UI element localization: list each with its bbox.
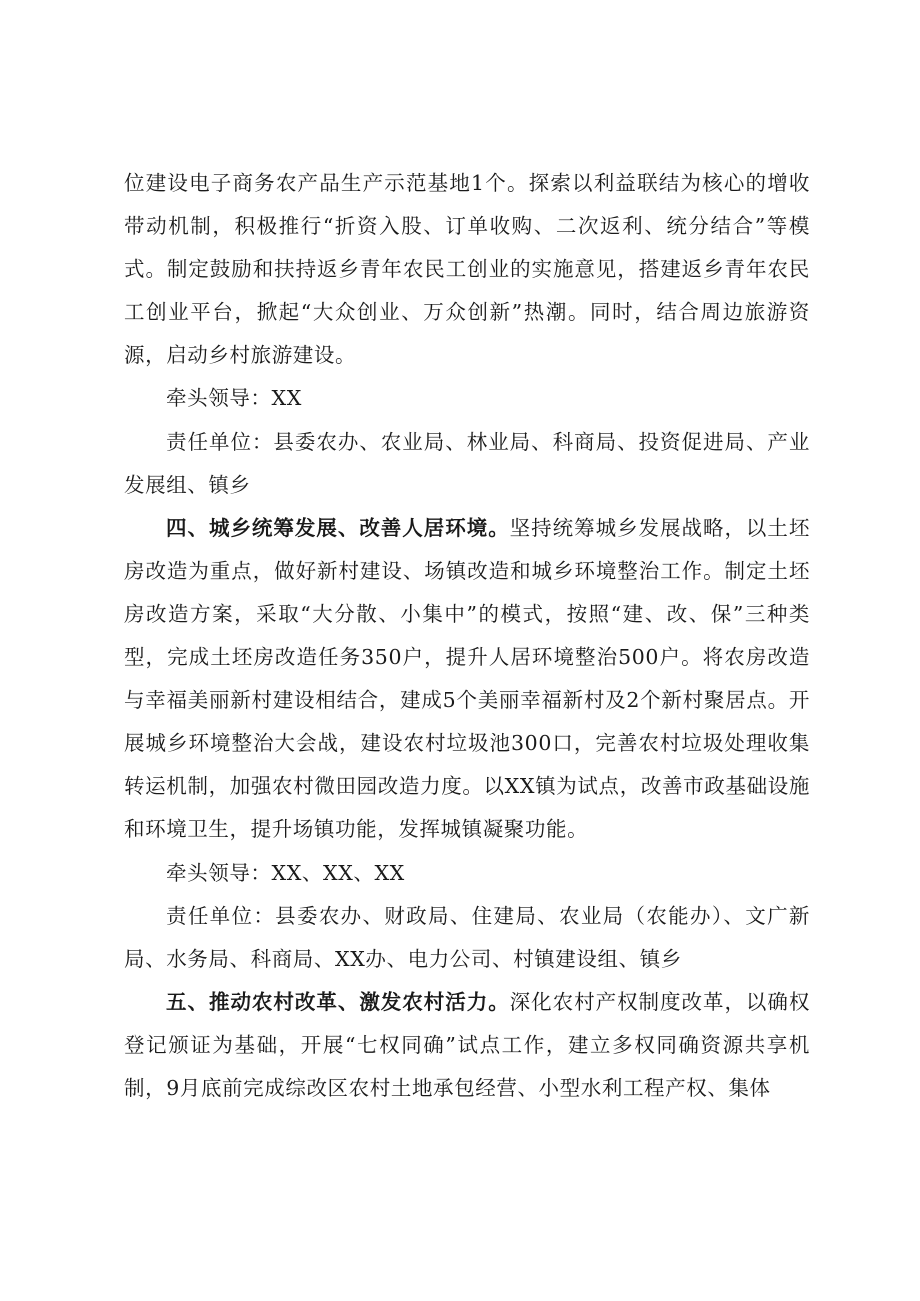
responsible-units-line [124, 895, 810, 981]
paragraph-text: 深化农村产权制度改革，以确权登记颁证为基础，开展“七权同确”试点工作，建立多权同确资源共享机制，9月底前完成综改区农村土地承包经营、小型水利工程产权、集体 [124, 989, 810, 1100]
responsible-units-line [124, 421, 810, 507]
section-four-paragraph [124, 507, 810, 852]
paragraph-text: 责任单位：县委农办、农业局、林业局、科商局、投资促进局、产业发展组、镇乡 [124, 429, 810, 497]
lead-leader-line [124, 852, 810, 895]
section-heading: 五、推动农村改革、激发农村活力。 [166, 989, 510, 1014]
document-body [124, 162, 810, 1110]
section-heading: 四、城乡统筹发展、改善人居环境。 [166, 515, 510, 540]
paragraph-text: 牵头领导：XX、XX、XX [166, 860, 405, 885]
paragraph-text: 位建设电子商务农产品生产示范基地1个。探索以利益联结为核心的增收带动机制，积极推行“折资入股、订单收购、二次返利、统分结合”等模式。制定鼓励和扶持返乡青年农民工创业的实施意见，搭建返乡青年农民工创业平台，掀起“大众创业、万众创新”热潮。同时，结合周边旅游资源，启动乡村旅游建设。 [124, 171, 810, 368]
paragraph-text: 牵头领导：XX [166, 386, 302, 411]
lead-leader-line [124, 377, 810, 420]
paragraph-text: 责任单位：县委农办、财政局、住建局、农业局（农能办）、文广新局、水务局、科商局、XX办、电力公司、村镇建设组、镇乡 [124, 903, 810, 971]
section-five-paragraph [124, 981, 810, 1110]
paragraph-continuation [124, 162, 810, 377]
paragraph-text: 坚持统筹城乡发展战略，以土坯房改造为重点，做好新村建设、场镇改造和城乡环境整治工作。制定土坯房改造方案，采取“大分散、小集中”的模式，按照“建、改、保”三种类型，完成土坯房改造任务350户，提升人居环境整治500户。将农房改造与幸福美丽新村建设相结合，建成5个美丽幸福新村及2个新村聚居点。开展城乡环境整治大会战，建设农村垃圾池300口，完善农村垃圾处理收集转运机制，加强农村微田园改造力度。以XX镇为试点，改善市政基础设施和环境卫生，提升场镇功能，发挥城镇凝聚功能。 [124, 515, 810, 842]
